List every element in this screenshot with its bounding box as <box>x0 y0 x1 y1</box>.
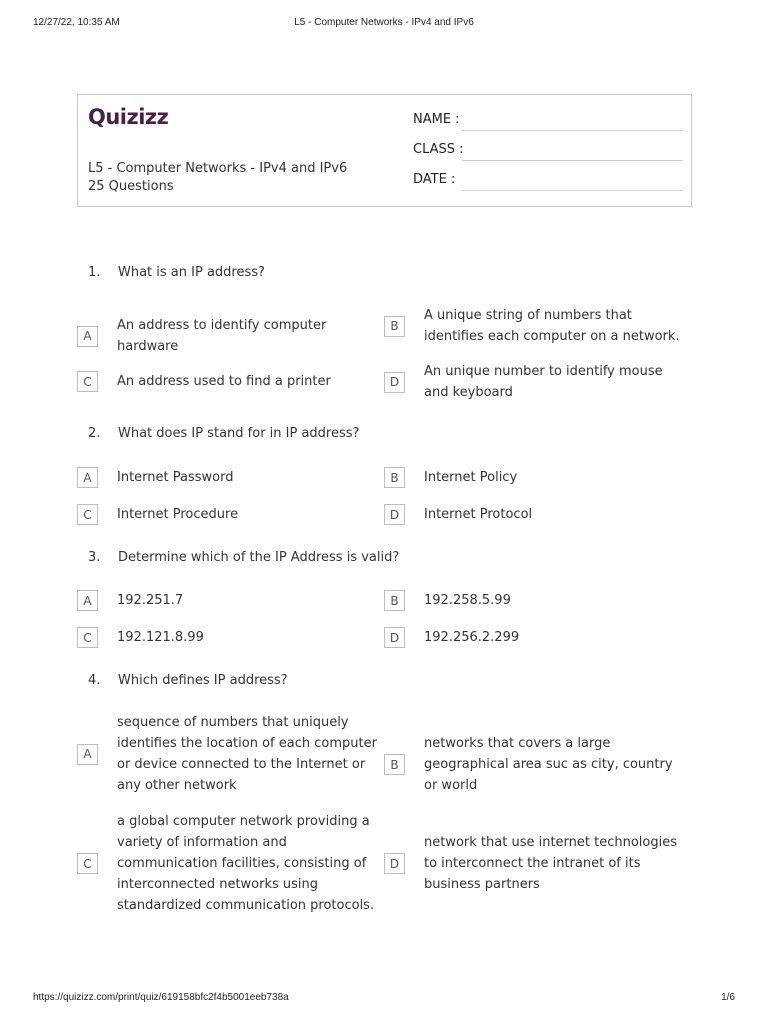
q3-option-a[interactable] <box>77 590 384 611</box>
q2-option-a[interactable] <box>77 467 384 488</box>
option-letter: C <box>77 627 98 648</box>
q3-option-b[interactable] <box>384 590 691 611</box>
q2-option-d[interactable] <box>384 504 691 525</box>
question-text: Which defines IP address? <box>118 673 288 688</box>
name-line[interactable] <box>462 130 683 131</box>
option-letter: C <box>77 371 98 392</box>
question-number: 2. <box>88 426 101 441</box>
option-letter: D <box>384 372 405 393</box>
question-text: Determine which of the IP Address is valid? <box>118 550 400 565</box>
q1-option-b[interactable] <box>384 305 691 347</box>
q2-option-b[interactable] <box>384 467 691 488</box>
page-number: 1/6 <box>721 992 735 1003</box>
question-count: 25 Questions <box>88 179 174 194</box>
option-letter: D <box>384 504 405 525</box>
option-letter: D <box>384 627 405 648</box>
option-letter: A <box>77 326 98 347</box>
option-letter: D <box>384 853 405 874</box>
option-text: a global computer network providing a variety of information and communication facilities, consisting of interconnected networks using standardized communication protocols. <box>117 814 375 913</box>
q1-option-a[interactable] <box>77 315 384 357</box>
class-line[interactable] <box>462 160 683 161</box>
q1-option-c[interactable] <box>77 371 384 392</box>
option-text: An address used to find a printer <box>117 374 331 389</box>
option-text: sequence of numbers that uniquely identifies the location of each computer or device connected to the Internet or any other network <box>117 715 377 793</box>
question-text: What is an IP address? <box>118 265 265 280</box>
date-label: DATE : <box>413 172 456 187</box>
q2-option-c[interactable] <box>77 504 384 525</box>
q4-option-a[interactable] <box>77 712 384 796</box>
q4-option-c[interactable] <box>77 811 384 916</box>
option-text: networks that covers a large geographical area suc as city, country or world <box>424 736 673 793</box>
date-field[interactable] <box>413 171 683 201</box>
option-letter: B <box>384 467 405 488</box>
option-letter: B <box>384 590 405 611</box>
option-text: 192.256.2.299 <box>424 630 520 645</box>
question-number: 4. <box>88 673 101 688</box>
question-text: What does IP stand for in IP address? <box>118 426 360 441</box>
print-footer <box>0 992 768 1006</box>
option-text: 192.251.7 <box>117 593 184 608</box>
q3-option-c[interactable] <box>77 627 384 648</box>
option-letter: A <box>77 590 98 611</box>
option-text: Internet Password <box>117 470 234 485</box>
page-url: https://quizizz.com/print/quiz/619158bfc2f4b5001eeb738a <box>33 992 289 1003</box>
option-text: 192.258.5.99 <box>424 593 511 608</box>
class-field[interactable] <box>413 141 683 171</box>
print-datetime: 12/27/22, 10:35 AM <box>33 17 120 28</box>
q1-option-d[interactable] <box>384 361 691 403</box>
option-text: Internet Procedure <box>117 507 239 522</box>
option-text: 192.121.8.99 <box>117 630 204 645</box>
q4-option-b[interactable] <box>384 733 691 796</box>
option-letter: B <box>384 316 405 337</box>
class-label: CLASS : <box>413 142 464 157</box>
option-letter: C <box>77 853 98 874</box>
quiz-header-box <box>77 94 692 207</box>
option-letter: B <box>384 754 405 775</box>
question-number: 3. <box>88 550 101 565</box>
student-info-fields <box>413 111 683 201</box>
name-field[interactable] <box>413 111 683 141</box>
option-text: An address to identify computer hardware <box>117 318 327 354</box>
print-document-title: L5 - Computer Networks - IPv4 and IPv6 <box>294 17 474 28</box>
print-header <box>0 17 768 31</box>
option-text: Internet Policy <box>424 470 518 485</box>
option-letter: A <box>77 467 98 488</box>
q3-option-d[interactable] <box>384 627 691 648</box>
quizizz-logo: Quizizz <box>88 105 169 129</box>
option-letter: C <box>77 504 98 525</box>
question-number: 1. <box>88 265 101 280</box>
option-text: network that use internet technologies to interconnect the intranet of its business partners <box>424 835 678 892</box>
option-text: Internet Protocol <box>424 507 533 522</box>
date-line[interactable] <box>462 190 683 191</box>
quiz-title: L5 - Computer Networks - IPv4 and IPv6 <box>88 161 348 176</box>
option-letter: A <box>77 744 98 765</box>
name-label: NAME : <box>413 112 460 127</box>
q4-option-d[interactable] <box>384 832 691 895</box>
option-text: An unique number to identify mouse and keyboard <box>424 364 663 400</box>
option-text: A unique string of numbers that identifies each computer on a network. <box>424 308 680 344</box>
